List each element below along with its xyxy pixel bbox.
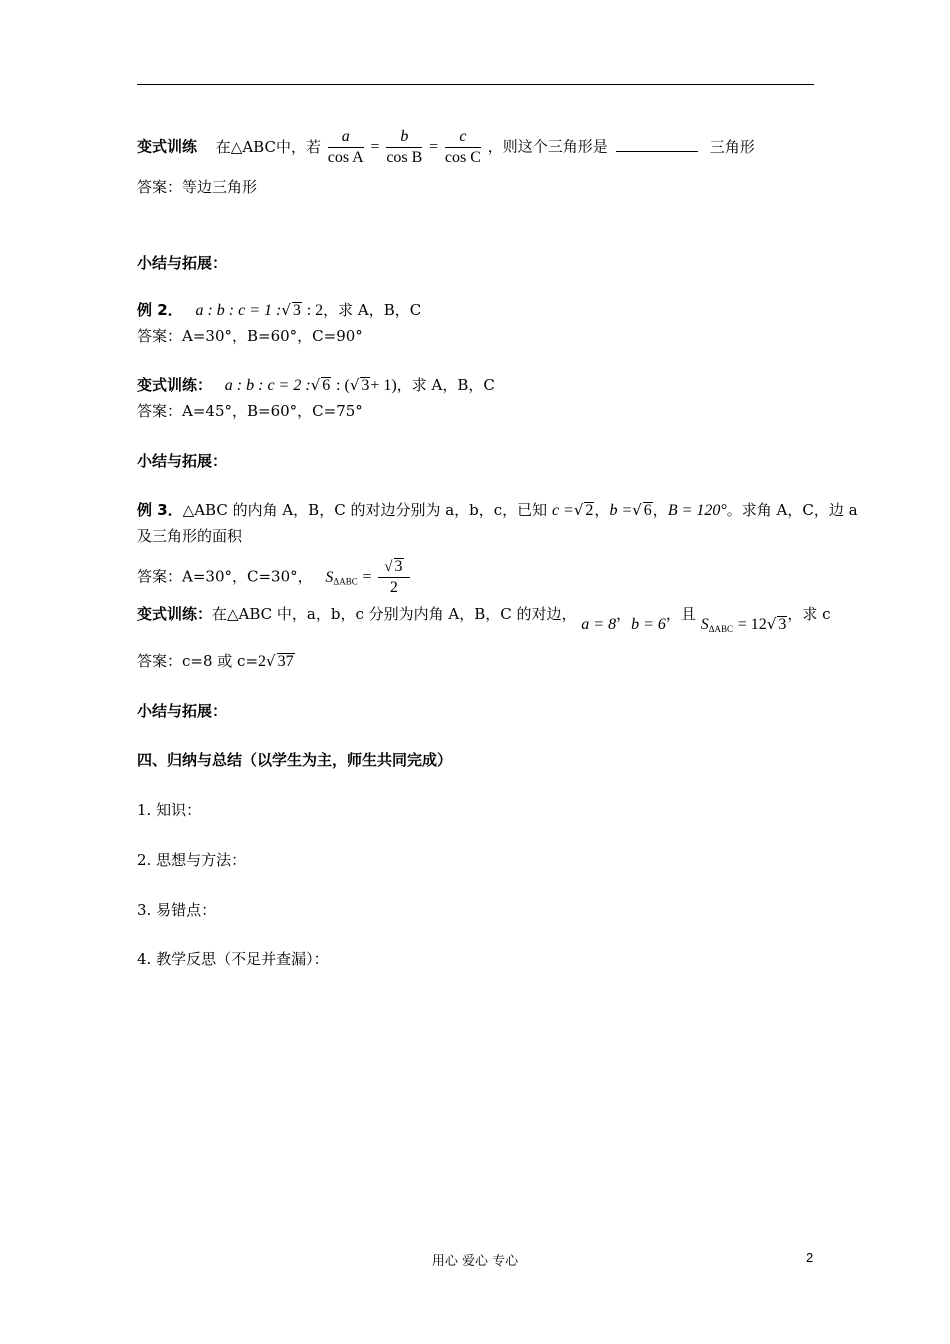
summary-item-1: 1. 知识：: [137, 801, 202, 819]
header-rule: [137, 84, 814, 85]
summary-item-2: 2. 思想与方法：: [137, 851, 247, 869]
equals: =: [362, 568, 372, 586]
fraction-sqrt3-over-2: $\frac{√ 3}{2}$: [378, 558, 409, 597]
equals: =: [370, 138, 380, 156]
variant-label: 变式训练：: [137, 605, 213, 623]
answer-text: 答案：A=30°，C=30°，: [137, 567, 313, 586]
exercise-text: ，求 c: [787, 605, 831, 623]
sqrt-symbol: √: [349, 376, 360, 394]
summary-heading: 小结与拓展：: [137, 254, 228, 272]
answer-blank: [616, 137, 698, 152]
example-2: [137, 300, 421, 321]
section-4-heading: 四、归纳与总结（以学生为主，师生共同完成）: [137, 751, 453, 769]
b-eq: b = 6: [631, 616, 666, 633]
equals: =: [429, 138, 439, 156]
exercise-text: 在△ABC中，若: [215, 137, 321, 156]
sqrt-symbol: √: [632, 501, 642, 519]
exercise-text: 在△ABC 中，a，b，c 分别为内角 A，B，C 的对边，: [212, 605, 577, 623]
page-footer: 用心 爱心 专心: [431, 1254, 519, 1269]
exercise-text: 。求角 A，C，边 a: [726, 501, 858, 519]
b-eq: b =: [609, 502, 633, 519]
summary-heading: 小结与拓展：: [137, 702, 228, 720]
exercise-text: ，且: [665, 605, 696, 623]
ratio-math: a : b : c = 2 :: [224, 377, 311, 394]
fraction-b-cosB: $\frac{b}{\text{cos B}}$: [386, 128, 423, 166]
radicand: 2: [585, 502, 594, 519]
ratio-math: a : b : c = 1 :: [195, 302, 282, 319]
sqrt-symbol: √: [266, 652, 276, 670]
sqrt-symbol: √: [281, 301, 291, 319]
answer: 答案：A=45°，B=60°，C=75°: [137, 402, 363, 420]
fraction-c-cosC: $\frac{c}{\text{cos C}}$: [444, 128, 481, 166]
exercise-variant-2: [137, 375, 495, 396]
exercise-text: ，求 A，B，C: [396, 376, 495, 394]
exercise-text: ，求 A，B，C: [323, 301, 422, 319]
c-eq: c =: [551, 502, 574, 519]
B-eq: B = 120°: [667, 502, 727, 519]
variant-label: 变式训练: [137, 137, 198, 156]
summary-item-3: 3. 易错点：: [137, 901, 217, 919]
answer-text: 答案：c=8 或 c=: [137, 652, 259, 670]
example-3-line2: 及三角形的面积: [137, 527, 243, 545]
answer-coef: 2: [258, 653, 267, 670]
answer: [137, 558, 412, 597]
a-eq: a = 8: [581, 616, 617, 633]
radicand: 3: [292, 302, 301, 319]
answer: 答案：A=30°，B=60°，C=90°: [137, 327, 363, 345]
radicand: 3: [361, 377, 370, 394]
exercise-text: 三角形: [709, 137, 755, 156]
area-subscript: ΔABC: [333, 576, 358, 587]
variant-label: 变式训练：: [137, 376, 213, 394]
exercise-variant-3: 变式训练：在△ABC 中，a，b，c 分别为内角 A，B，C 的对边， a = 8，b = 6，且 $S_{\Delta ABC} = 12√$ 3，求 c: [137, 605, 831, 634]
sqrt-symbol: √: [573, 501, 584, 519]
radicand: 6: [322, 377, 331, 394]
example-label: 例 2．: [137, 301, 183, 319]
exercise-text: △ABC 的内角 A，B，C 的对边分别为 a，b，c，已知: [182, 501, 548, 519]
area-expression: $S_{\Delta ABC} = 12√$ 3: [700, 615, 787, 634]
summary-item-4: 4. 教学反思（不足并查漏）：: [137, 950, 329, 968]
ratio-math: : 2: [306, 302, 324, 319]
area-symbol: S: [325, 568, 334, 586]
example-label: 例 3．: [137, 501, 183, 519]
exercise-text: ，则这个三角形是: [487, 137, 608, 156]
radicand: 6: [643, 502, 652, 519]
fraction-a-cosA: $\frac{a}{\text{cos A}}$: [327, 128, 364, 166]
page-number: 2: [806, 1250, 814, 1265]
exercise-variant-1: [137, 128, 755, 167]
radicand: 37: [277, 653, 294, 670]
ratio-math: + 1): [370, 377, 397, 394]
ratio-math: : (: [336, 377, 350, 394]
summary-heading: 小结与拓展：: [137, 452, 228, 470]
sqrt-symbol: √: [310, 376, 321, 394]
example-3: 例 3．△ABC 的内角 A，B，C 的对边分别为 a，b，c，已知 c =√ 2，b =√ 6，B = 120°。求角 A，C，边 a: [137, 501, 858, 519]
answer: 答案：等边三角形: [137, 178, 258, 196]
answer: [137, 651, 295, 672]
